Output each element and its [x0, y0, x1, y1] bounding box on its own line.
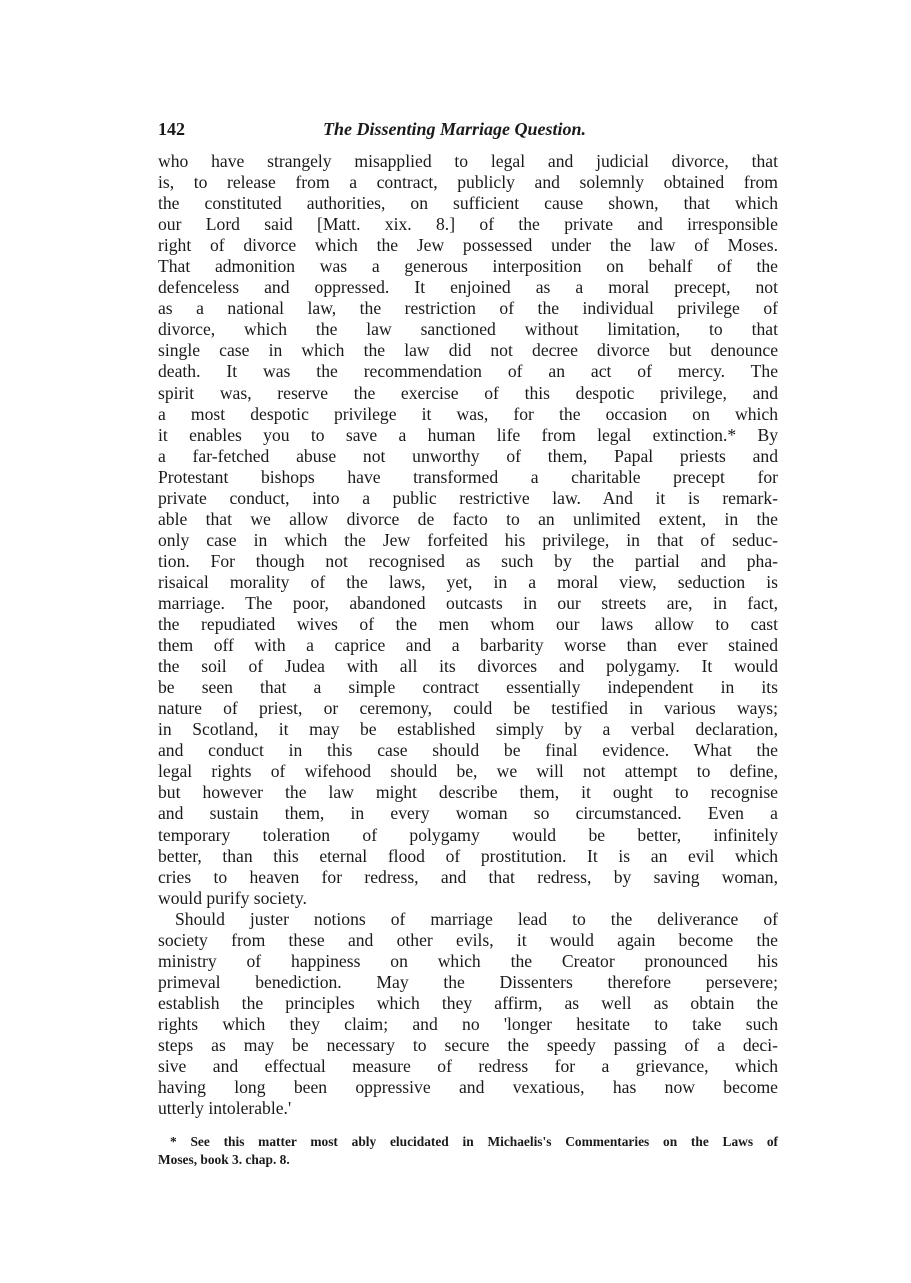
- text-line: steps as may be necessary to secure the speedy passing of a deci-: [158, 1034, 778, 1055]
- footnote: [158, 1133, 778, 1169]
- running-head: [158, 119, 778, 141]
- text-line: and conduct in this case should be final evidence. What the: [158, 740, 778, 761]
- text-line: only case in which the Jew forfeited his privilege, in that of seduc-: [158, 529, 778, 550]
- text-line: private conduct, into a public restrictive law. And it is remark-: [158, 487, 778, 508]
- text-line: single case in which the law did not decree divorce but denounce: [158, 340, 778, 361]
- text-line: but however the law might describe them, it ought to recognise: [158, 782, 778, 803]
- text-line: ministry of happiness on which the Creator pronounced his: [158, 950, 778, 971]
- text-line: establish the principles which they affirm, as well as obtain the: [158, 992, 778, 1013]
- text-line: our Lord said [Matt. xix. 8.] of the private and irresponsible: [158, 214, 778, 235]
- text-line: right of divorce which the Jew possessed under the law of Moses.: [158, 235, 778, 256]
- text-line: Should juster notions of marriage lead to the deliverance of: [175, 908, 778, 929]
- text-line: sive and effectual measure of redress for a grievance, which: [158, 1056, 778, 1077]
- footnote-line: * See this matter most ably elucidated in Michaelis's Commentaries on the Laws of: [170, 1134, 778, 1149]
- text-line: a most despotic privilege it was, for the occasion on which: [158, 403, 778, 424]
- page-number: 142: [158, 119, 185, 139]
- text-line: legal rights of wifehood should be, we will not attempt to define,: [158, 761, 778, 782]
- text-line: it enables you to save a human life from legal extinction.* By: [158, 424, 778, 445]
- text-line: temporary toleration of polygamy would be better, infinitely: [158, 824, 778, 845]
- text-line: defenceless and oppressed. It enjoined as a moral precept, not: [158, 277, 778, 298]
- text-line: tion. For though not recognised as such by the partial and pha-: [158, 550, 778, 571]
- text-line: society from these and other evils, it would again become the: [158, 929, 778, 950]
- text-line: rights which they claim; and no 'longer hesitate to take such: [158, 1013, 778, 1034]
- text-line: nature of priest, or ceremony, could be testified in various ways;: [158, 698, 778, 719]
- text-line: better, than this eternal flood of prostitution. It is an evil which: [158, 845, 778, 866]
- body-text: [158, 151, 778, 1119]
- text-line: who have strangely misapplied to legal and judicial divorce, that: [158, 151, 778, 171]
- text-line: divorce, which the law sanctioned without limitation, to that: [158, 319, 778, 340]
- text-line: as a national law, the restriction of the individual privilege of: [158, 298, 778, 319]
- text-line: marriage. The poor, abandoned outcasts in our streets are, in fact,: [158, 592, 778, 613]
- text-line: primeval benediction. May the Dissenters therefore persevere;: [158, 971, 778, 992]
- text-line: utterly intolerable.': [158, 1098, 292, 1119]
- text-line: in Scotland, it may be established simply by a verbal declaration,: [158, 719, 778, 740]
- text-line: having long been oppressive and vexatious, has now become: [158, 1077, 778, 1098]
- text-line: is, to release from a contract, publicly and solemnly obtained from: [158, 172, 778, 193]
- text-line: death. It was the recommendation of an act of mercy. The: [158, 361, 778, 382]
- text-line: That admonition was a generous interposition on behalf of the: [158, 256, 778, 277]
- footnote-line: Moses, book 3. chap. 8.: [158, 1152, 290, 1167]
- text-line: the constituted authorities, on sufficient cause shown, that which: [158, 193, 778, 214]
- text-line: a far-fetched abuse not unworthy of them, Papal priests and: [158, 445, 778, 466]
- text-line: and sustain them, in every woman so circumstanced. Even a: [158, 803, 778, 824]
- text-line: would purify society.: [158, 887, 307, 908]
- text-line: cries to heaven for redress, and that redress, by saving woman,: [158, 866, 778, 887]
- running-title: The Dissenting Marriage Question.: [323, 119, 587, 139]
- text-line: able that we allow divorce de facto to an unlimited extent, in the: [158, 508, 778, 529]
- text-line: be seen that a simple contract essentially independent in its: [158, 677, 778, 698]
- text-line: Protestant bishops have transformed a charitable precept for: [158, 466, 778, 487]
- text-line: the repudiated wives of the men whom our laws allow to cast: [158, 614, 778, 635]
- text-line: them off with a caprice and a barbarity worse than ever stained: [158, 635, 778, 656]
- text-line: risaical morality of the laws, yet, in a moral view, seduction is: [158, 571, 778, 592]
- text-line: the soil of Judea with all its divorces and polygamy. It would: [158, 656, 778, 677]
- text-line: spirit was, reserve the exercise of this despotic privilege, and: [158, 382, 778, 403]
